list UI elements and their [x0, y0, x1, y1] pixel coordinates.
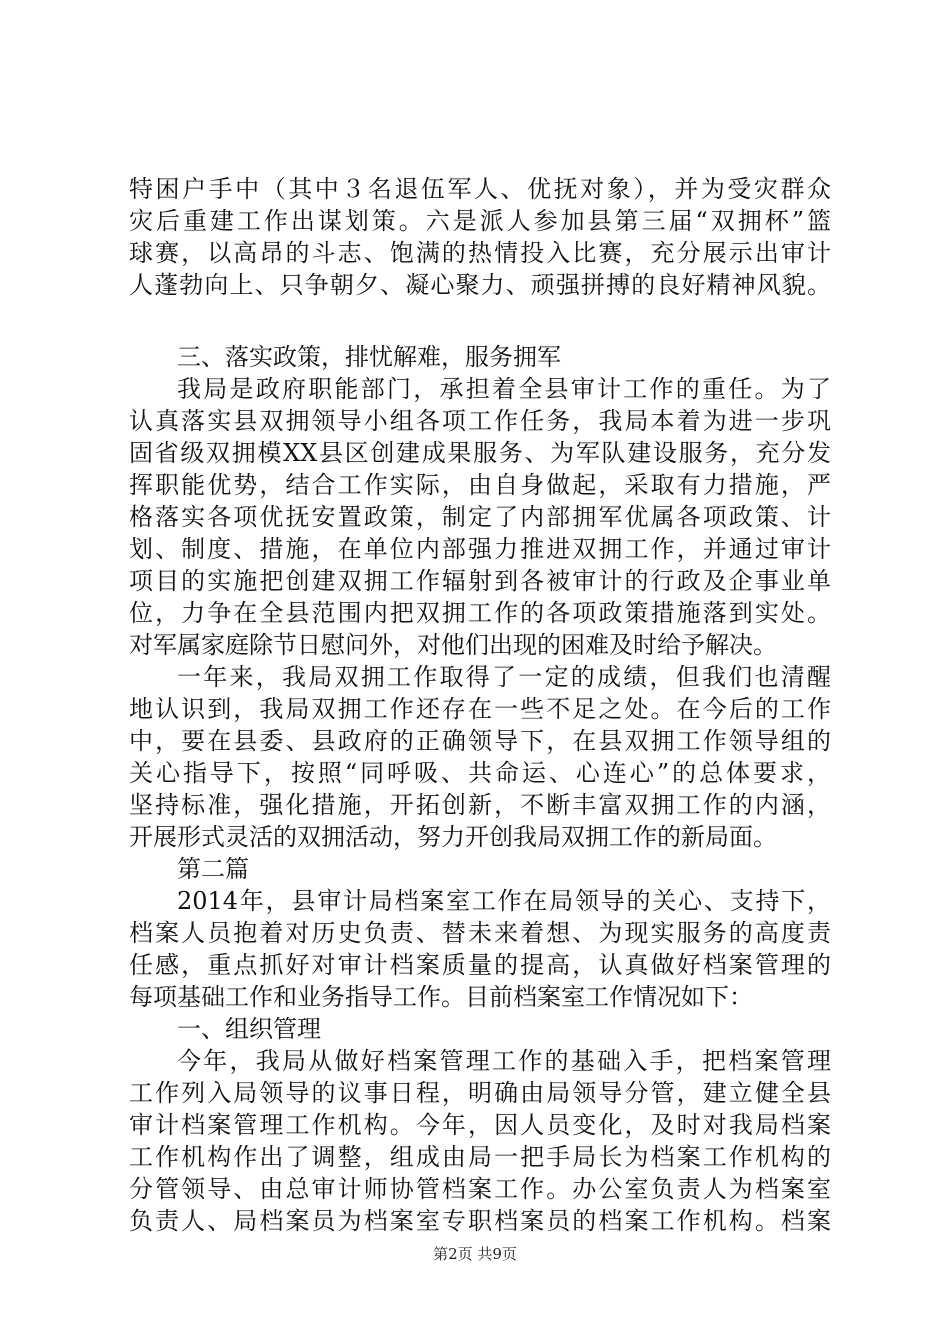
text-line: 一年来，我局双拥工作取得了一定的成绩，但我们也清醒 — [177, 663, 831, 691]
text-line: 今年，我局从做好档案管理工作的基础入手，把档案管理 — [177, 1047, 831, 1075]
text-line: 格落实各项优抚安置政策，制定了内部拥军优属各项政策、计 — [129, 503, 831, 531]
text-line: 开展形式灵活的双拥活动，努力开创我局双拥工作的新局面。 — [129, 823, 777, 851]
text-line: 关心指导下，按照“同呼吸、共命运、心连心”的总体要求， — [129, 759, 831, 787]
text-line: 地认识到，我局双拥工作还存在一些不足之处。在今后的工作 — [129, 695, 831, 723]
text-line: 挥职能优势，结合工作实际，由自身做起，采取有力措施，严 — [129, 471, 831, 499]
document-body — [129, 173, 831, 1237]
text-line: 项目的实施把创建双拥工作辐射到各被审计的行政及企事业单 — [129, 567, 831, 595]
text-line: 分管领导、由总审计师协管档案工作。办公室负责人为档案室 — [129, 1175, 831, 1203]
text-line: 划、制度、措施，在单位内部强力推进双拥工作，并通过审计 — [129, 535, 831, 563]
text-line: 负责人、局档案员为档案室专职档案员的档案工作机构。档案 — [129, 1207, 831, 1235]
text-line: 位，力争在全县范围内把双拥工作的各项政策措施落到实处。 — [129, 599, 831, 627]
text-line: 对军属家庭除节日慰问外，对他们出现的困难及时给予解决。 — [129, 631, 777, 659]
text-line: 工作机构作出了调整，组成由局一把手局长为档案工作机构的 — [129, 1143, 831, 1171]
section-title: 第二篇 — [177, 855, 249, 883]
paragraph-spacer — [129, 301, 831, 341]
text-line: 每项基础工作和业务指导工作。目前档案室工作情况如下： — [129, 983, 753, 1011]
text-line: 中，要在县委、县政府的正确领导下，在县双拥工作领导组的 — [129, 727, 831, 755]
text-line: 坚持标准，强化措施，开拓创新，不断丰富双拥工作的内涵， — [129, 791, 831, 819]
page-footer — [0, 1244, 950, 1264]
text-line: 工作列入局领导的议事日程，明确由局领导分管，建立健全县 — [129, 1079, 831, 1107]
text-line: 固省级双拥模XX县区创建成果服务、为军队建设服务，充分发 — [129, 439, 831, 467]
text-line: 任感，重点抓好对审计档案质量的提高，认真做好档案管理的 — [129, 951, 831, 979]
text-line: 审计档案管理工作机构。今年，因人员变化，及时对我局档案 — [129, 1111, 831, 1139]
text-line: 认真落实县双拥领导小组各项工作任务，我局本着为进一步巩 — [129, 407, 831, 435]
text-line: 灾后重建工作出谋划策。六是派人参加县第三届“双拥杯”篮 — [129, 207, 831, 235]
page-number: 第2页 共9页 — [433, 1245, 517, 1263]
text-line: 人蓬勃向上、只争朝夕、凝心聚力、顽强拼搏的良好精神风貌。 — [129, 271, 831, 299]
text-line: 档案人员抱着对历史负责、替未来着想、为现实服务的高度责 — [129, 919, 831, 947]
text-line: 2014年，县审计局档案室工作在局领导的关心、支持下， — [177, 887, 831, 915]
section-heading: 一、组织管理 — [177, 1015, 321, 1043]
text-line: 球赛，以高昂的斗志、饱满的热情投入比赛，充分展示出审计 — [129, 239, 831, 267]
text-line: 我局是政府职能部门，承担着全县审计工作的重任。为了 — [177, 375, 831, 403]
section-heading: 三、落实政策，排忧解难，服务拥军 — [177, 343, 561, 371]
text-line: 特困户手中（其中３名退伍军人、优抚对象），并为受灾群众 — [129, 175, 831, 203]
